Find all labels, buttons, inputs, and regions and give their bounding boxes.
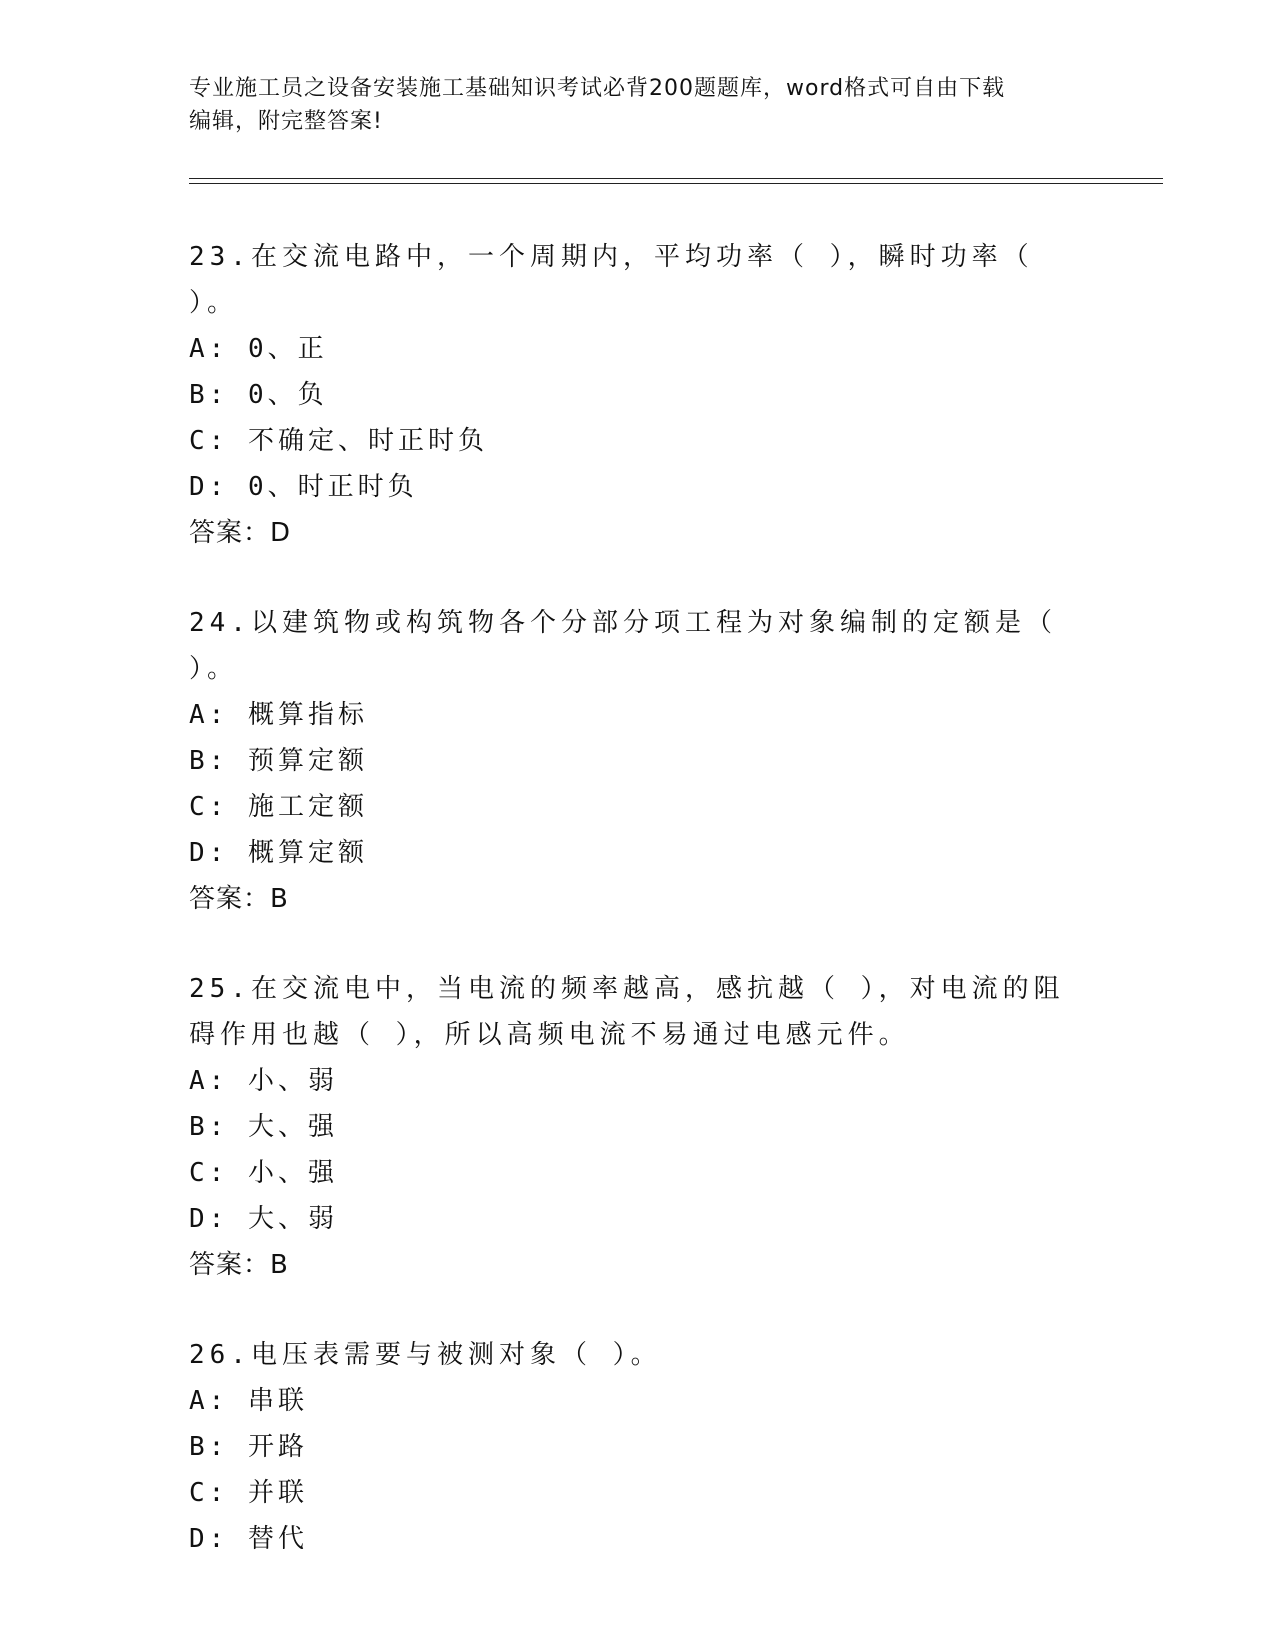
header-title-line1: 专业施工员之设备安装施工基础知识考试必背200题题库，word格式可自由下载 xyxy=(189,76,1006,101)
option-c: C: 不确定、时正时负 xyxy=(189,426,488,456)
header-divider-top xyxy=(189,178,1163,179)
option-d: D: 大、弱 xyxy=(189,1204,338,1234)
question-26 xyxy=(189,1332,1089,1562)
option-c: C: 并联 xyxy=(189,1478,308,1508)
option-b: B: 预算定额 xyxy=(189,746,368,776)
question-stem: 26.电压表需要与被测对象（ ）。 xyxy=(189,1340,662,1370)
option-a: A: 0、正 xyxy=(189,334,328,364)
question-23 xyxy=(189,234,1089,556)
option-b: B: 开路 xyxy=(189,1432,308,1462)
option-b: B: 0、负 xyxy=(189,380,328,410)
option-a: A: 概算指标 xyxy=(189,700,368,730)
question-stem: 23.在交流电路中，一个周期内，平均功率（ ），瞬时功率（ ）。 xyxy=(189,242,1034,318)
answer-text: 答案：D xyxy=(189,518,292,548)
option-d: D: 概算定额 xyxy=(189,838,368,868)
question-25 xyxy=(189,966,1089,1288)
header-title-line2: 编辑，附完整答案! xyxy=(189,109,383,134)
question-list xyxy=(189,234,1089,1606)
option-c: C: 施工定额 xyxy=(189,792,368,822)
question-24 xyxy=(189,600,1089,922)
header-divider-bottom xyxy=(189,183,1163,184)
question-stem: 25.在交流电中，当电流的频率越高，感抗越（ ），对电流的阻碍作用也越（ ），所以高频电流不易通过电感元件。 xyxy=(189,974,1065,1050)
option-d: D: 替代 xyxy=(189,1524,308,1554)
question-stem: 24.以建筑物或构筑物各个分部分项工程为对象编制的定额是（ ）。 xyxy=(189,608,1057,684)
option-d: D: 0、时正时负 xyxy=(189,472,418,502)
answer-text: 答案：B xyxy=(189,1250,289,1280)
option-b: B: 大、强 xyxy=(189,1112,338,1142)
option-a: A: 小、弱 xyxy=(189,1066,338,1096)
option-c: C: 小、强 xyxy=(189,1158,338,1188)
option-a: A: 串联 xyxy=(189,1386,308,1416)
answer-text: 答案：B xyxy=(189,884,289,914)
document-header xyxy=(189,72,1089,138)
